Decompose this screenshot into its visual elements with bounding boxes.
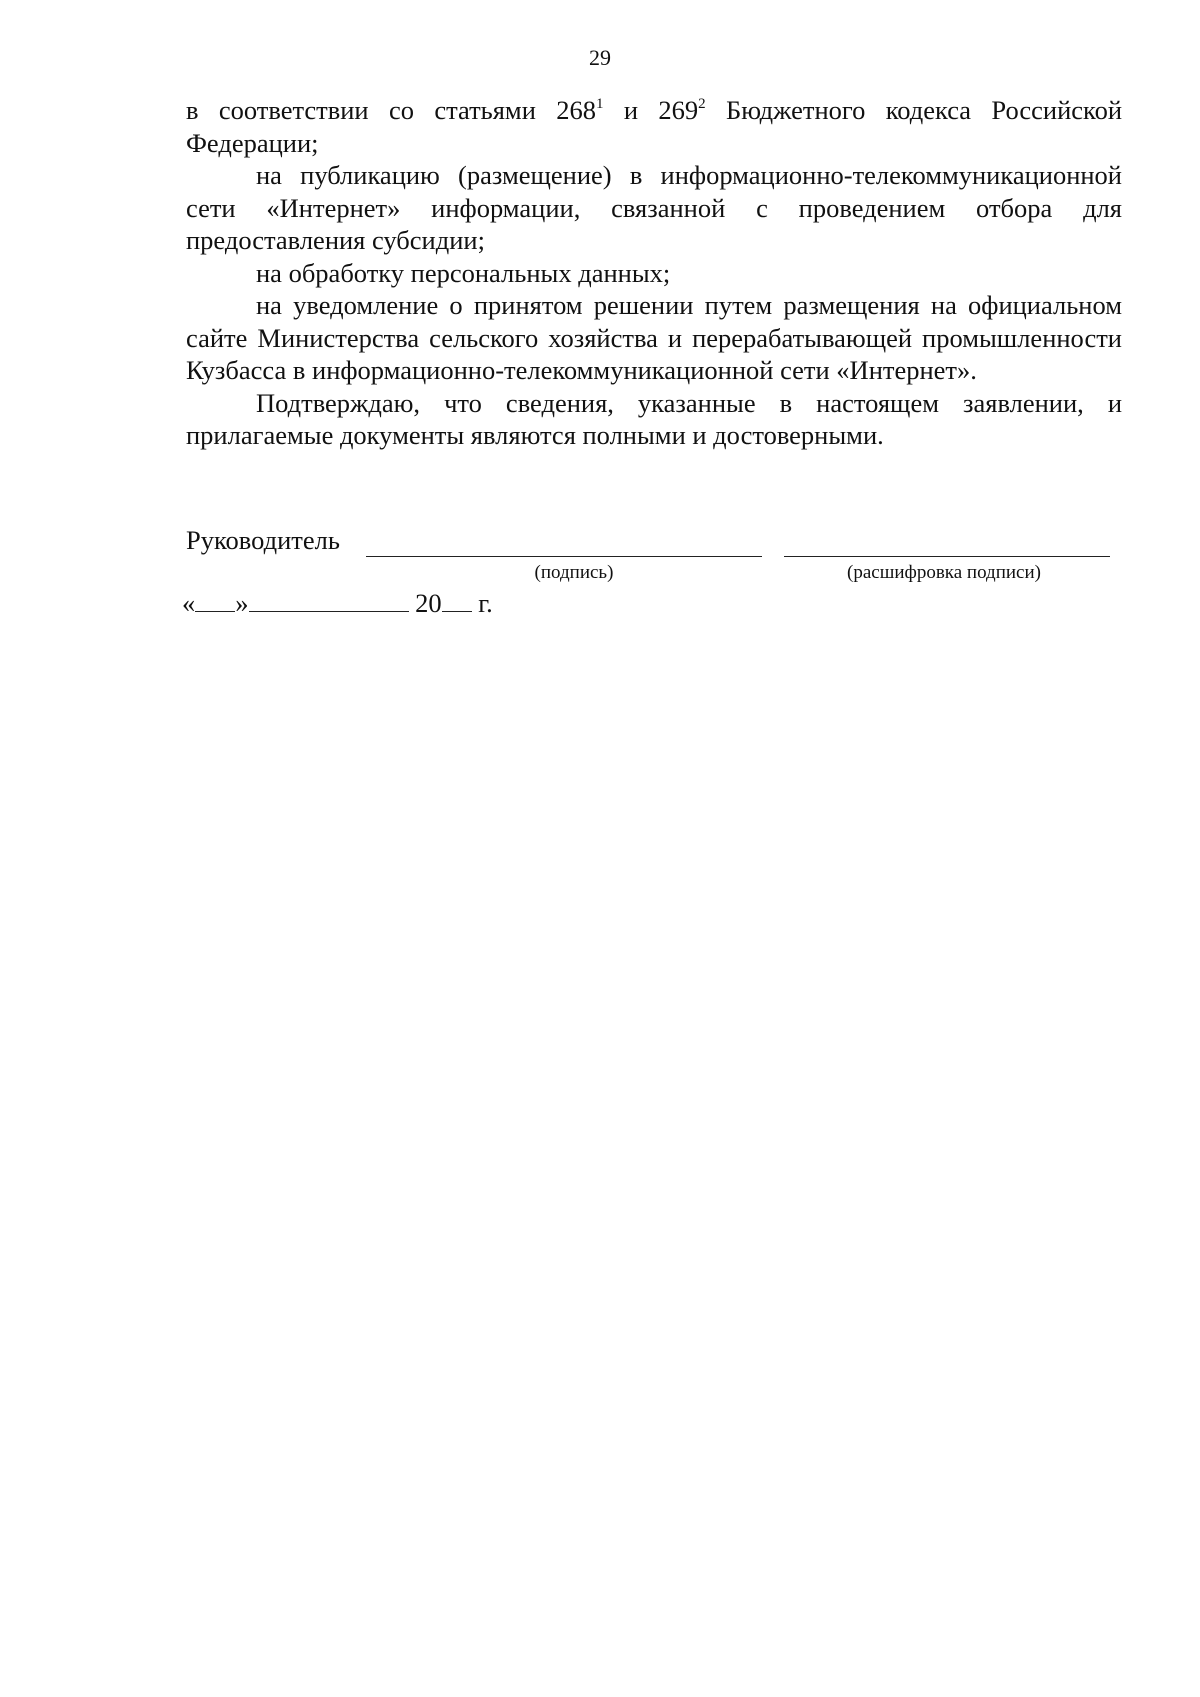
paragraph-budget-code-text-a: в соответствии со статьями 268 [186, 95, 596, 125]
paragraph-publication-consent: на публикацию (размещение) в информационно-телекоммуникационной сети «Интернет» информации, связанной с проведением отбора для предоставления субсидии; [186, 160, 1122, 255]
paragraph-notification-consent: на уведомление о принятом решении путем размещения на официальном сайте Министерства сельского хозяйства и перерабатывающей промышленности Кузбасса в информационно-телекоммуникационной сети «Интернет». [186, 290, 1122, 385]
signature-decoding-field-line[interactable] [784, 556, 1110, 557]
year-suffix: г. [478, 588, 493, 618]
page-number: 29 [589, 45, 611, 70]
signature-field-line[interactable] [366, 556, 762, 557]
paragraph-personal-data-consent: на обработку персональных данных; [256, 257, 671, 288]
date-open-quote: « [182, 588, 196, 618]
superscript-1: 1 [596, 96, 604, 112]
paragraph-budget-code-text-b: и 269 [603, 95, 699, 125]
paragraph-budget-code [186, 94, 1122, 159]
signature-caption: (подпись) [534, 562, 614, 583]
superscript-2: 2 [698, 96, 706, 112]
year-field[interactable] [442, 587, 472, 612]
date-line [182, 587, 493, 619]
date-close-quote: » [235, 588, 249, 618]
paragraph-budget-code-text-c: Бюджетного кодекса Российской Федерации; [186, 95, 1122, 158]
paragraph-confirmation: Подтверждаю, что сведения, указанные в настоящем заявлении, и прилагаемые документы являются полными и достоверными. [186, 387, 1122, 450]
signature-decoding-caption: (расшифровка подписи) [847, 562, 1041, 583]
document-body [186, 94, 1122, 452]
month-field[interactable] [249, 587, 409, 612]
year-prefix: 20 [415, 588, 442, 618]
day-field[interactable] [195, 587, 235, 612]
signatory-label: Руководитель [186, 525, 340, 555]
